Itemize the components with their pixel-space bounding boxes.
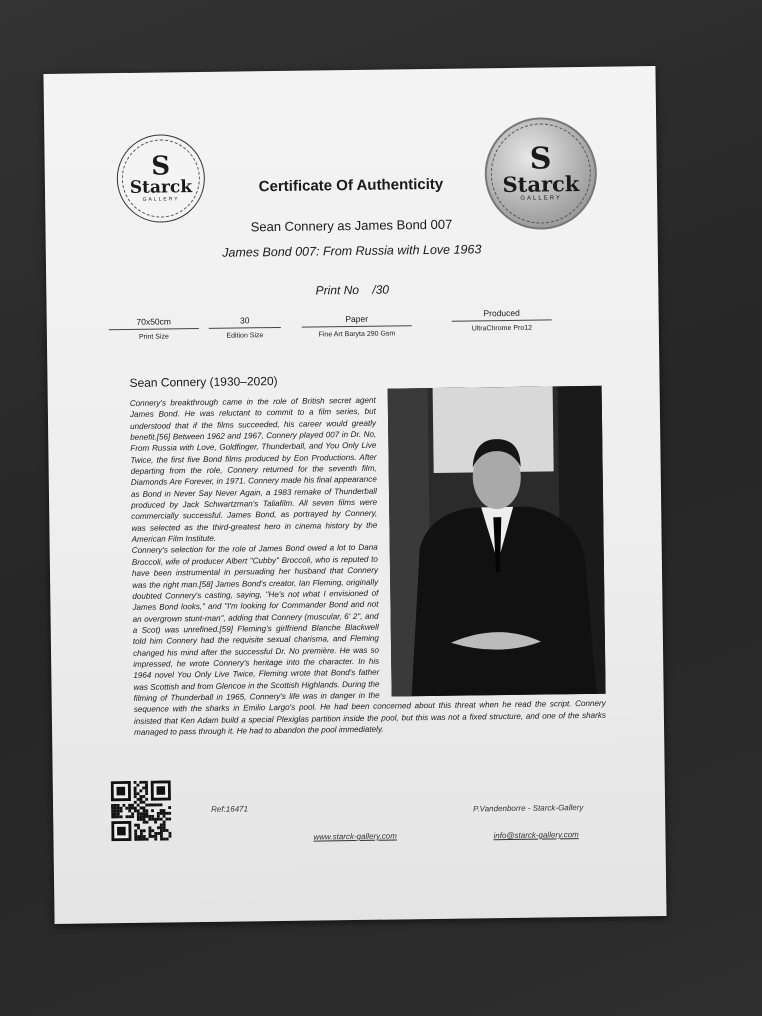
- seal-initial: S: [529, 141, 552, 177]
- certificate-title: Certificate Of Authenticity: [258, 175, 444, 196]
- seal-brand: Starck: [502, 171, 580, 198]
- seal-sub: GALLERY: [142, 196, 180, 203]
- bio-paragraph-2: Connery's selection for the role of James Bond owed a lot to Dana Broccoli, wife of producer Albert "Cubby" Broccoli, who is reputed to have been instrumental in persuading her husband that Connery was the right man.[58] James Bond's creator, Ian Fleming, originally doubted Connery's casting, saying, "He's not what I envisioned of James Bond looks," and "I'm looking for Commander Bond and not an overgrown stunt-man", adding that Connery (muscular, 6' 2", and a Scot) was unrefined.[59] Fleming's girlfriend Blanche Blackwell told him Connery had the requisite sexual charisma, and Fleming changed his mind after the successful Dr. No première. He was so impressed, he wrote Connery's heritage into the character. In his 1964 novel You Only Live Twice, Fleming wrote that Bond's father was Scottish and from Glencoe in the Scottish Highlands. During the filming of Thunderball in 1965, Connery's life was in danger in the sequence with the sharks in Emilio Largo's pool. He had been concerned about this threat when he read the script. Connery insisted that Ken Adam build a special Plexiglas partition inside the pool, but this was not a fixed structure, and one of the sharks managed to pass through it. He had to abandon the pool immediately.: [131, 543, 606, 737]
- spec-value: 70x50cm: [109, 316, 199, 330]
- spec-paper: [302, 313, 412, 338]
- seal-sub: GALLERY: [520, 195, 562, 202]
- sean-connery-photo: [388, 386, 606, 697]
- spec-value: Produced: [452, 307, 552, 321]
- artwork-title: Sean Connery as James Bond 007: [250, 216, 453, 235]
- email-link[interactable]: info@starck-gallery.com: [493, 830, 579, 841]
- spec-edition-size: [209, 315, 281, 340]
- seal-initial: S: [151, 151, 171, 182]
- bio-heading: Sean Connery (1930–2020): [129, 374, 278, 390]
- website-link[interactable]: www.starck-gallery.com: [313, 831, 397, 842]
- spec-value: 30: [209, 315, 281, 329]
- reference-number: Ref:16471: [211, 804, 249, 814]
- seal-brand: Starck: [129, 177, 193, 198]
- spec-label: Print Size: [138, 333, 169, 341]
- spec-value: Paper: [302, 313, 412, 327]
- certificate-sheet: [43, 66, 666, 924]
- spec-label: Fine Art Baryta 290 Gsm: [318, 330, 396, 339]
- spec-label: Edition Size: [226, 332, 264, 340]
- spec-print-size: [109, 316, 199, 341]
- artwork-subtitle: James Bond 007: From Russia with Love 1963: [222, 242, 482, 260]
- qr-code[interactable]: [111, 780, 172, 841]
- print-number: Print No /30: [315, 282, 390, 298]
- spec-label: UltraChrome Pro12: [471, 324, 533, 333]
- bio-paragraph-1: Connery's breakthrough came in the role of British secret agent James Bond. He was reluctant to commit to a film series, but understood that if the films succeeded, his career would greatly benefit.[56] Between 1962 and 1967, Connery played 007 in Dr. No, From Russia with Love, Goldfinger, Thunderball, and You Only Live Twice, the first five Bond films produced by Eon Productions. After departing from the role, Connery returned for the seventh film, Diamonds Are Forever, in 1971. Connery made his final appearance as Bond in Never Say Never Again, a 1983 remake of Thunderball produced by Jack Schwartzman's Taliafilm. All seven films were commercially successful. James Bond, as portrayed by Connery, was selected as the third-greatest hero in cinema history by the American Film Institute.: [129, 395, 378, 545]
- spec-produced: [452, 307, 552, 332]
- bio-text: [130, 392, 606, 738]
- signature-name: P.Vandenborre - Starck-Gallery: [473, 803, 584, 814]
